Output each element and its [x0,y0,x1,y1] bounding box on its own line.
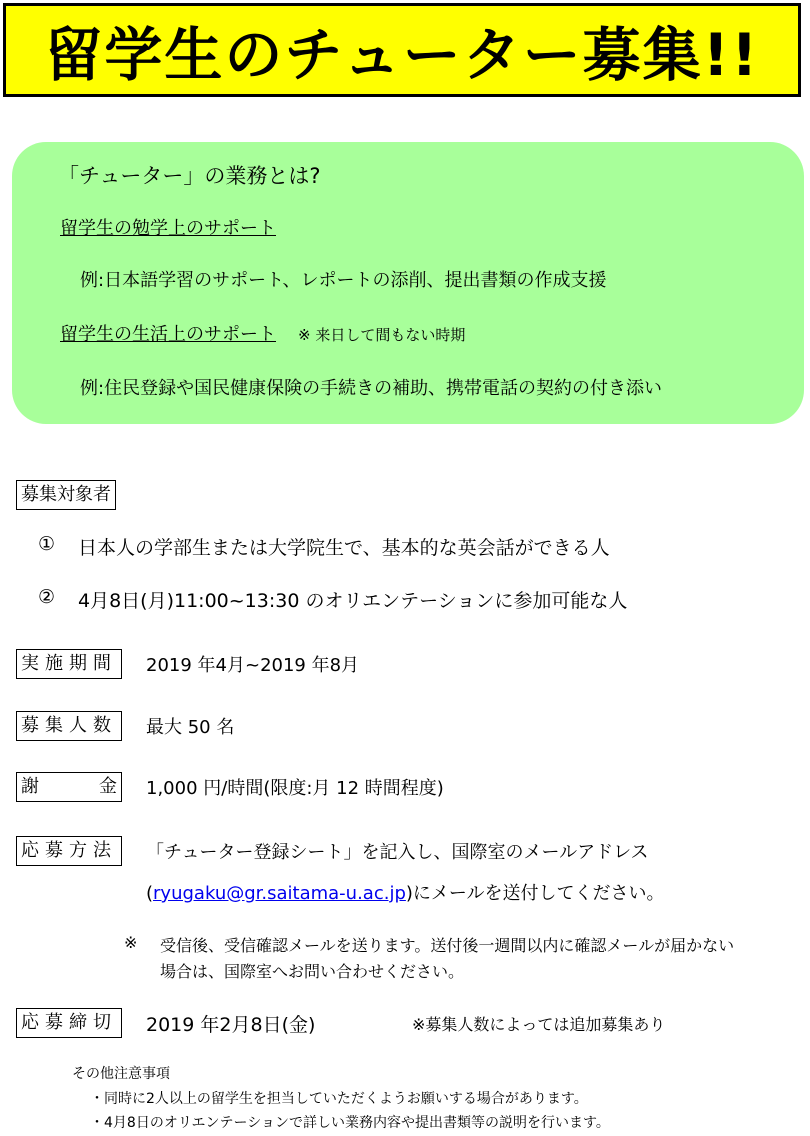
apply-note-1: 受信後、受信確認メールを送ります。送付後一週間以内に確認メールが届かない [160,936,735,955]
page-title: 留学生のチューター募集!! [44,21,760,89]
deadline-note: ※募集人数によっては追加募集あり [412,1015,666,1034]
period-value: 2019 年4月~2019 年8月 [146,655,360,676]
period-label: 実施期間 [16,649,122,679]
fee-value: 1,000 円/時間(限度:月 12 時間程度) [146,778,444,799]
target-item-2: 4月8日(月)11:00~13:30 のオリエンテーションに参加可能な人 [78,590,628,612]
title-banner [3,3,801,97]
fee-label [16,772,122,802]
capacity-value: 最大 50 名 [146,717,235,738]
apply-note-2: 場合は、国際室へお問い合わせください。 [160,962,465,981]
duties-heading: 「チューター」の業務とは? [58,164,321,188]
target-label: 募集対象者 [16,480,116,510]
notes-item: ・同時に2人以上の留学生を担当していただくようお願いする場合があります。 [90,1091,588,1107]
fee-label-right: 金 [99,776,117,797]
target-item-2-number: ② [38,586,56,608]
capacity-label: 募集人数 [16,711,122,741]
email-link[interactable]: ryugaku@gr.saitama-u.ac.jp [153,883,406,904]
study-support-heading: 留学生の勉学上のサポート [60,218,276,239]
deadline-label: 応募締切 [16,1008,122,1038]
apply-line-1: 「チューター登録シート」を記入し、国際室のメールアドレス [146,842,649,863]
deadline-value: 2019 年2月8日(金) [146,1014,316,1036]
target-item-1: 日本人の学部生または大学院生で、基本的な英会話ができる人 [78,537,610,559]
apply-note-mark: ※ [124,933,138,952]
life-support-example: 例:住民登録や国民健康保険の手続きの補助、携帯電話の契約の付き添い [80,378,663,399]
life-support-row [60,320,465,346]
apply-line-2 [146,879,665,905]
life-support-note: ※ 来日して間もない時期 [298,326,466,344]
apply-open-paren: ( [146,883,154,904]
apply-line-2-rest: )にメールを送付してください。 [405,883,665,904]
study-support-example: 例:日本語学習のサポート、レポートの添削、提出書類の作成支援 [80,270,607,291]
apply-label: 応募方法 [16,836,122,866]
target-item-1-number: ① [38,533,56,555]
life-support-heading: 留学生の生活上のサポート [60,324,276,345]
fee-label-left: 謝 [21,776,39,797]
notes-heading: その他注意事項 [72,1066,170,1082]
duties-box [12,142,804,424]
notes-item: ・4月8日のオリエンテーションで詳しい業務内容や提出書類等の説明を行います。 [90,1115,610,1131]
